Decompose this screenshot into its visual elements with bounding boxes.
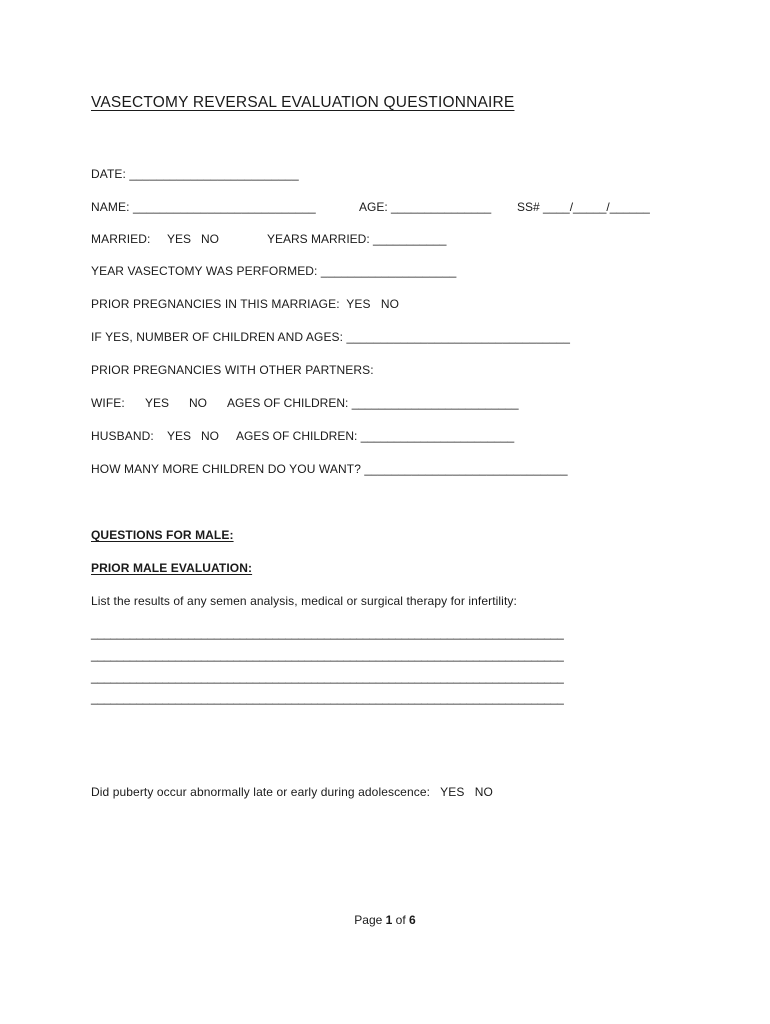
married-options[interactable]: YES NO xyxy=(167,232,220,246)
wife-ages-field[interactable]: AGES OF CHILDREN: _________________________ xyxy=(227,396,519,410)
wife-label: WIFE: xyxy=(91,396,125,410)
name-field[interactable]: NAME: ___________________________ xyxy=(91,200,316,214)
answer-line[interactable]: _________________________________________________________________________ xyxy=(91,648,564,662)
instruction-text: List the results of any semen analysis, medical or surgical therapy for infertility: xyxy=(91,594,517,608)
page-of: of xyxy=(395,913,406,927)
date-field[interactable]: DATE: _________________________ xyxy=(91,167,299,181)
husband-options[interactable]: YES NO xyxy=(167,429,220,443)
male-section-heading: QUESTIONS FOR MALE: xyxy=(91,528,234,542)
answer-line[interactable]: _________________________________________________________________________ xyxy=(91,691,564,705)
wife-options[interactable]: YES NO xyxy=(145,396,208,410)
prior-male-evaluation-heading: PRIOR MALE EVALUATION: xyxy=(91,561,253,575)
husband-ages-field[interactable]: AGES OF CHILDREN: _______________________ xyxy=(236,429,515,443)
page-prefix: Page xyxy=(354,913,383,927)
page-number: 1 xyxy=(385,913,393,927)
puberty-question[interactable]: Did puberty occur abnormally late or early during adolescence: YES NO xyxy=(91,785,493,799)
husband-label: HUSBAND: xyxy=(91,429,154,443)
age-field[interactable]: AGE: _______________ xyxy=(359,200,492,214)
number-children-field[interactable]: IF YES, NUMBER OF CHILDREN AND AGES: _________________________________ xyxy=(91,330,571,344)
more-children-field[interactable]: HOW MANY MORE CHILDREN DO YOU WANT? ______________________________ xyxy=(91,462,568,476)
answer-line[interactable]: _________________________________________________________________________ xyxy=(91,626,564,640)
page-footer xyxy=(0,913,770,927)
prior-pregnancies-other-label: PRIOR PREGNANCIES WITH OTHER PARTNERS: xyxy=(91,363,374,377)
total-pages: 6 xyxy=(409,913,416,927)
ss-field[interactable]: SS# ____/_____/______ xyxy=(517,200,650,214)
answer-line[interactable]: _________________________________________________________________________ xyxy=(91,670,564,684)
married-label: MARRIED: xyxy=(91,232,151,246)
year-vasectomy-field[interactable]: YEAR VASECTOMY WAS PERFORMED: ____________________ xyxy=(91,264,457,278)
page-title: VASECTOMY REVERSAL EVALUATION QUESTIONNAIRE xyxy=(91,94,515,111)
years-married-field[interactable]: YEARS MARRIED: ___________ xyxy=(267,232,447,246)
prior-pregnancies-marriage[interactable]: PRIOR PREGNANCIES IN THIS MARRIAGE: YES NO xyxy=(91,297,400,311)
